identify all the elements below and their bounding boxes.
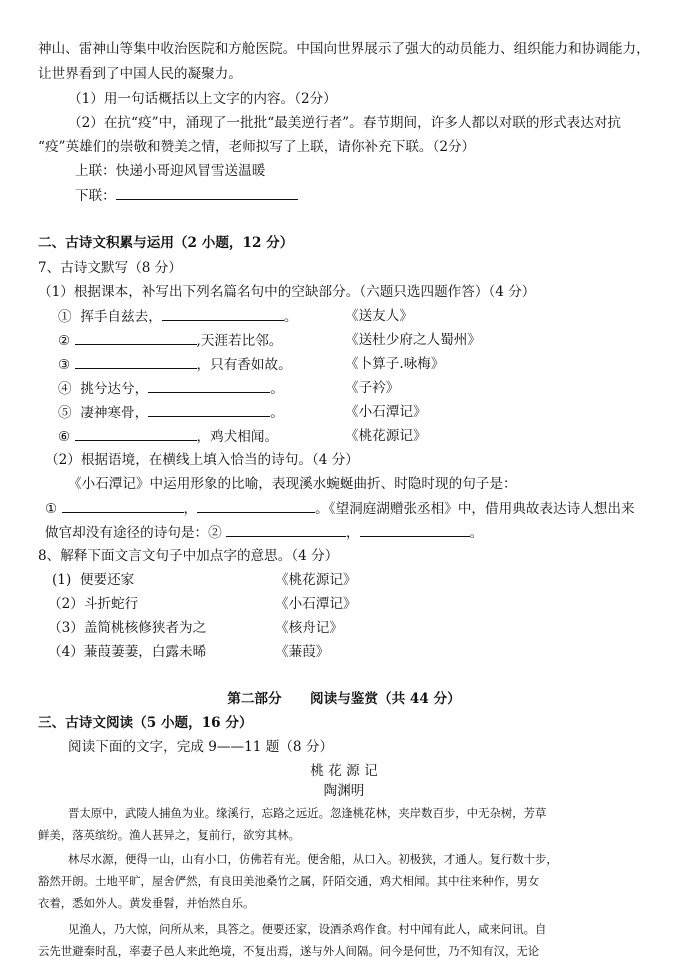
answer-blank[interactable] (148, 403, 270, 417)
fill-item-1-source: 《送友人》 (345, 308, 413, 324)
text-line: 神山、雷神山等集中收治医院和方舱医院。中国向世界展示了强大的动员能力、组织能力和协调能力， (38, 41, 650, 57)
answer-blank[interactable] (148, 379, 270, 393)
word-item-3: （3）盖简桃核修狭者为之 (48, 620, 207, 636)
word-item-2-source: 《小石潭记》 (275, 596, 357, 612)
answer-blank[interactable] (226, 523, 346, 537)
question-7: 7、古诗文默写（8 分） (38, 260, 182, 276)
passage-line: 见渔人，乃大惊，问所从来，具答之。便要还家，设酒杀鸡作食。村中闻有此人，咸来问讯。自 (68, 922, 547, 936)
answer-blank[interactable] (62, 499, 184, 513)
fill-item-2: ② ,天涯若比邻。 (58, 333, 283, 349)
fill-item-6-source: 《桃花源记》 (345, 428, 427, 444)
answer-blank[interactable] (162, 307, 284, 321)
answer-blank[interactable] (360, 523, 470, 537)
fill-item-3: ③ ，只有香如故。 (58, 357, 292, 373)
couplet-lower: 下联： (75, 186, 298, 205)
question-8: 8、解释下面文言文句子中加点字的意思。（4 分） (38, 548, 339, 564)
word-item-3-source: 《核舟记》 (275, 620, 343, 636)
fill-item-6: ⑥ ，鸡犬相闻。 (58, 429, 279, 445)
word-item-1: (1) 便要还家 (52, 572, 135, 588)
passage-title: 桃 花 源 记 (310, 763, 378, 779)
question-7-2: （2）根据语境，在横线上填入恰当的诗句。（4 分） (45, 452, 359, 468)
question-7-2-blanks-2: 做官却没有途径的诗句是：② ， 。 (45, 525, 484, 541)
question-6-2: （2）在抗“疫”中，涌现了一批批“最美逆行者”。春节期间，许多人都以对联的形式表达对抗 (68, 115, 622, 131)
passage-line: 衣着，悉如外人。黄发垂髫，并怡然自乐。 (38, 896, 255, 910)
text-line: 让世界看到了中国人民的凝聚力。 (38, 66, 242, 82)
question-7-2-prompt: 《小石潭记》中运用形象的比喻，表现溪水蜿蜒曲折、时隐时现的句子是： (68, 476, 517, 492)
fill-item-2-source: 《送杜少府之人蜀州》 (345, 332, 481, 348)
fill-item-5: ⑤ 凄神寒骨， 。 (58, 405, 284, 421)
couplet-upper: 上联：快递小哥迎风冒雪送温暖 (75, 163, 266, 179)
question-7-2-blanks: ① ， 。《望洞庭湖赠张丞相》中，借用典故表达诗人想出来 (45, 501, 635, 517)
question-6-1: （1）用一句话概括以上文字的内容。（2分） (68, 91, 337, 107)
fill-item-1: ① 挥手自兹去， 。 (58, 309, 298, 325)
word-item-2: （2）斗折蛇行 (48, 596, 139, 612)
question-7-1: （1）根据课本，补写出下列名篇名句中的空缺部分。（六题只选四题作答）（4 分） (38, 284, 536, 300)
section-2-heading: 二、古诗文积累与运用（2 小题，12 分） (38, 235, 294, 251)
answer-blank[interactable] (75, 355, 197, 369)
passage-author: 陶渊明 (323, 783, 365, 799)
fill-item-3-source: 《卜算子.咏梅》 (345, 356, 445, 372)
answer-blank[interactable] (75, 331, 197, 345)
passage-line: 鲜美，落英缤纷。渔人甚异之，复前行，欲穷其林。 (38, 828, 300, 842)
fill-item-4: ④ 挑兮达兮， 。 (58, 381, 284, 397)
answer-blank[interactable] (197, 499, 315, 513)
passage-line: 豁然开朗。土地平旷，屋舍俨然，有良田美池桑竹之属，阡陌交通，鸡犬相闻。其中往来种作，男女 (38, 874, 540, 888)
word-item-4-source: 《蒹葭》 (275, 644, 330, 660)
answer-blank[interactable] (75, 427, 197, 441)
fill-item-4-source: 《子衿》 (345, 380, 400, 396)
fill-item-5-source: 《小石潭记》 (345, 404, 427, 420)
reading-intro: 阅读下面的文字，完成 9——11 题（8 分） (68, 739, 334, 755)
section-3-heading: 三、古诗文阅读（5 小题，16 分） (38, 715, 253, 731)
question-6-2-cont: “疫”英雄们的崇敬和赞美之情，老师拟写了上联，请你补充下联。（2分） (38, 139, 476, 155)
passage-line: 云先世避秦时乱，率妻子邑人来此绝境，不复出焉，遂与外人间隔。问今是何世，乃不知有汉，无论 (38, 944, 540, 958)
word-item-1-source: 《桃花源记》 (275, 572, 357, 588)
word-item-4: （4）蒹葭萋萋，白露未晞 (48, 644, 207, 660)
part-2-heading: 第二部分 阅读与鉴赏（共 44 分） (227, 691, 461, 707)
passage-line: 晋太原中，武陵人捕鱼为业。缘溪行，忘路之远近。忽逢桃花林，夹岸数百步，中无杂树，芳草 (68, 806, 547, 820)
answer-blank[interactable] (116, 186, 298, 200)
passage-line: 林尽水源，便得一山，山有小口，仿佛若有光。便舍船，从口入。初极狭，才通人。复行数十步， (68, 852, 558, 866)
